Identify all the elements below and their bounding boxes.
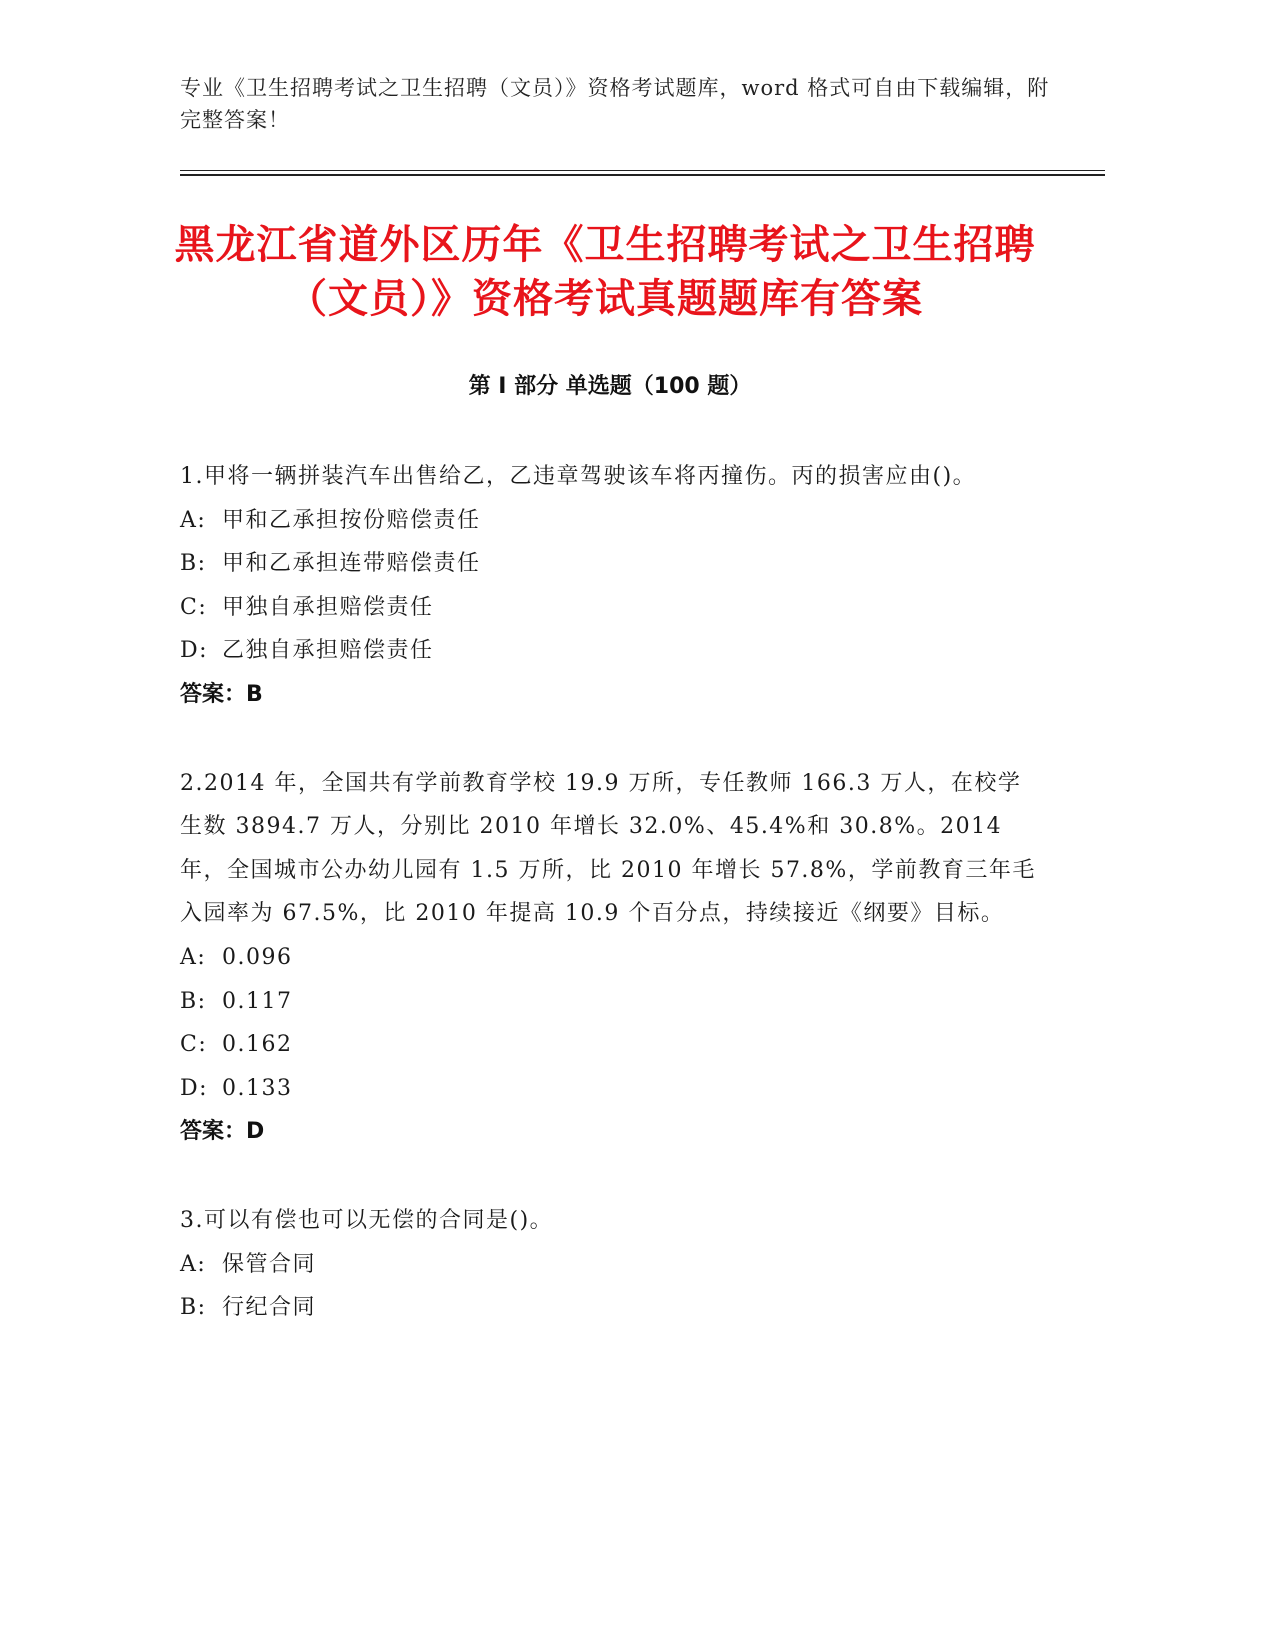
option-key: C:: [180, 594, 208, 620]
option-a: [180, 499, 1040, 543]
question-list: [180, 455, 1040, 1375]
option-text: 甲独自承担赔偿责任: [222, 594, 434, 620]
option-key: B:: [180, 551, 207, 577]
option-d: [180, 629, 1040, 673]
option-b: [180, 980, 1040, 1024]
option-text: 0.162: [222, 1032, 293, 1058]
option-key: B:: [180, 1295, 207, 1321]
option-text: 0.096: [222, 944, 293, 970]
option-b: [180, 542, 1040, 586]
option-key: A:: [180, 944, 207, 970]
option-a: [180, 1243, 1040, 1287]
option-a: [180, 936, 1040, 980]
option-text: 乙独自承担赔偿责任: [222, 638, 434, 664]
question-stem: 2.2014 年，全国共有学前教育学校 19.9 万所，专任教师 166.3 万人，在校学生数 3894.7 万人，分别比 2010 年增长 32.0%、45.4%和 30.8%。2014 年，全国城市公办幼儿园有 1.5 万所，比 2010 年增长 57.8%，学前教育三年毛入园率为 67.5%，比 2010 年提高 10.9 个百分点，持续接近《纲要》目标。: [180, 770, 1036, 927]
option-c: [180, 586, 1040, 630]
option-key: B:: [180, 988, 207, 1014]
header-rule-top: [180, 170, 1105, 171]
option-d: [180, 1067, 1040, 1111]
option-key: A:: [180, 507, 207, 533]
option-text: 行纪合同: [222, 1295, 317, 1321]
question-1: [180, 455, 1040, 717]
answer-label: 答案：B: [180, 681, 263, 707]
option-b: [180, 1286, 1040, 1330]
option-key: A:: [180, 1251, 207, 1277]
header-rule-bottom: [180, 174, 1105, 176]
option-c: [180, 1023, 1040, 1067]
section-title: 第 I 部分 单选题（100 题）: [468, 374, 752, 399]
question-stem: 1.甲将一辆拼装汽车出售给乙，乙违章驾驶该车将丙撞伤。丙的损害应由()。: [180, 464, 977, 489]
option-text: 保管合同: [222, 1251, 317, 1277]
answer-label: 答案：D: [180, 1119, 265, 1145]
option-text: 0.117: [222, 988, 293, 1014]
question-stem: 3.可以有偿也可以无偿的合同是()。: [180, 1207, 554, 1233]
option-text: 甲和乙承担连带赔偿责任: [222, 551, 481, 577]
option-key: C:: [180, 1032, 208, 1058]
question-2: [180, 762, 1040, 1154]
option-key: D:: [180, 638, 209, 664]
option-text: 0.133: [222, 1075, 293, 1101]
option-text: 甲和乙承担按份赔偿责任: [222, 507, 481, 533]
document-title: 黑龙江省道外区历年《卫生招聘考试之卫生招聘（文员）》资格考试真题题库有答案: [174, 222, 1036, 322]
option-key: D:: [180, 1075, 209, 1101]
question-3: [180, 1199, 1040, 1330]
header-note: 专业《卫生招聘考试之卫生招聘（文员）》资格考试题库，word 格式可自由下载编辑，附完整答案！: [180, 76, 1050, 132]
